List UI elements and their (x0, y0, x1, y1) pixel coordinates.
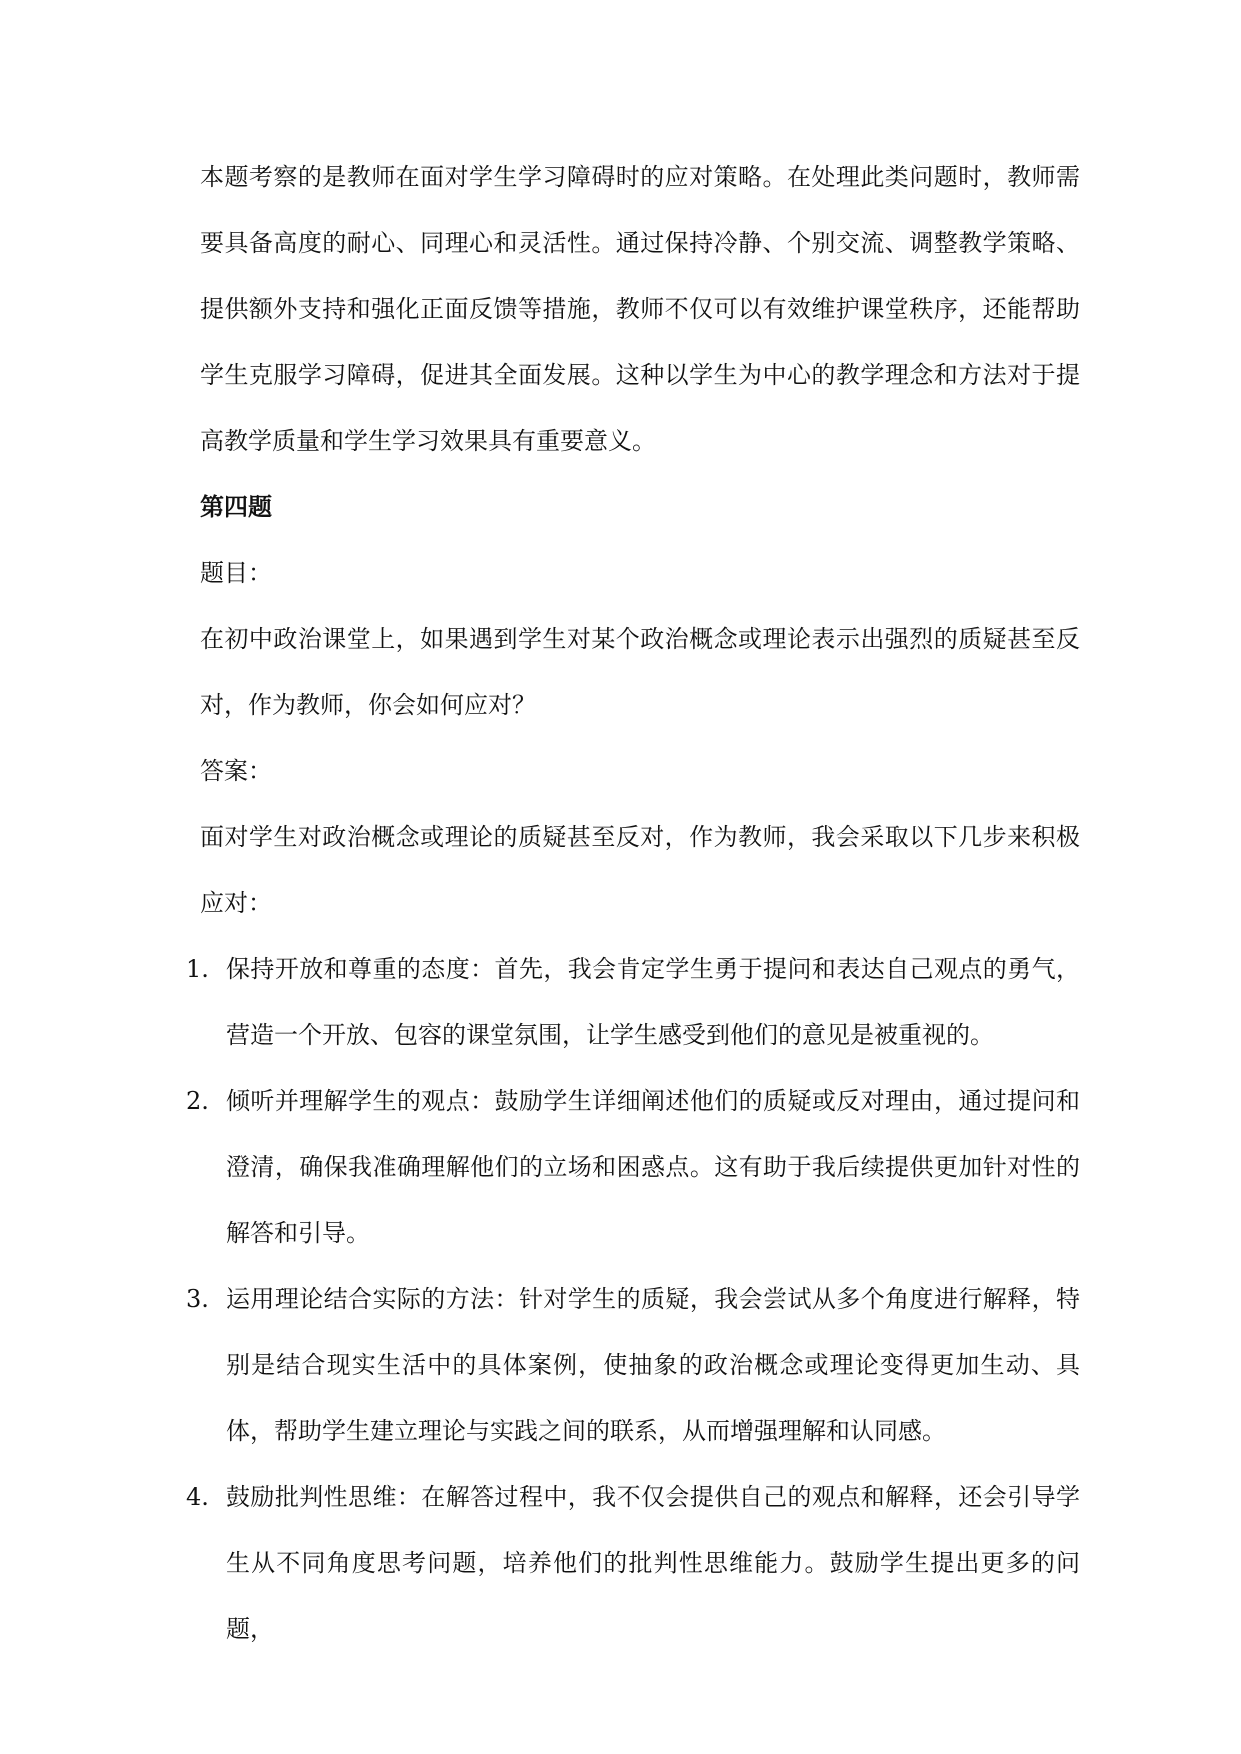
list-item-text: 运用理论结合实际的方法：针对学生的质疑，我会尝试从多个角度进行解释，特别是结合现实生活中的具体案例，使抽象的政治概念或理论变得更加生动、具体，帮助学生建立理论与实践之间的联系，从而增强理解和认同感。 (226, 1285, 1080, 1445)
list-item-text: 鼓励批判性思维：在解答过程中，我不仅会提供自己的观点和解释，还会引导学生从不同角度思考问题，培养他们的批判性思维能力。鼓励学生提出更多的问题， (226, 1483, 1080, 1643)
list-item (186, 1068, 1080, 1266)
question-text: 在初中政治课堂上，如果遇到学生对某个政治概念或理论表示出强烈的质疑甚至反对，作为教师，你会如何应对？ (200, 625, 1080, 719)
list-item-number: 3. (186, 1285, 209, 1313)
answer-intro: 面对学生对政治概念或理论的质疑甚至反对，作为教师，我会采取以下几步来积极应对： (200, 823, 1080, 917)
list-item (186, 1464, 1080, 1662)
list-item-number: 4. (186, 1483, 209, 1511)
answer-label: 答案： (200, 757, 272, 785)
question-label: 题目： (200, 559, 272, 587)
intro-paragraph: 本题考察的是教师在面对学生学习障碍时的应对策略。在处理此类问题时，教师需要具备高度的耐心、同理心和灵活性。通过保持冷静、个别交流、调整教学策略、提供额外支持和强化正面反馈等措施，教师不仅可以有效维护课堂秩序，还能帮助学生克服学习障碍，促进其全面发展。这种以学生为中心的教学理念和方法对于提高教学质量和学生学习效果具有重要意义。 (200, 163, 1080, 455)
section-heading: 第四题 (200, 492, 272, 521)
list-item-number: 2. (186, 1087, 209, 1115)
answer-steps-list (186, 936, 1080, 1662)
list-item-number: 1. (186, 955, 209, 983)
page-content (186, 144, 1080, 1662)
list-item-text: 保持开放和尊重的态度：首先，我会肯定学生勇于提问和表达自己观点的勇气，营造一个开放、包容的课堂氛围，让学生感受到他们的意见是被重视的。 (226, 955, 1080, 1049)
list-item (186, 1266, 1080, 1464)
list-item (186, 936, 1080, 1068)
list-item-text: 倾听并理解学生的观点：鼓励学生详细阐述他们的质疑或反对理由，通过提问和澄清，确保我准确理解他们的立场和困惑点。这有助于我后续提供更加针对性的解答和引导。 (226, 1087, 1080, 1247)
